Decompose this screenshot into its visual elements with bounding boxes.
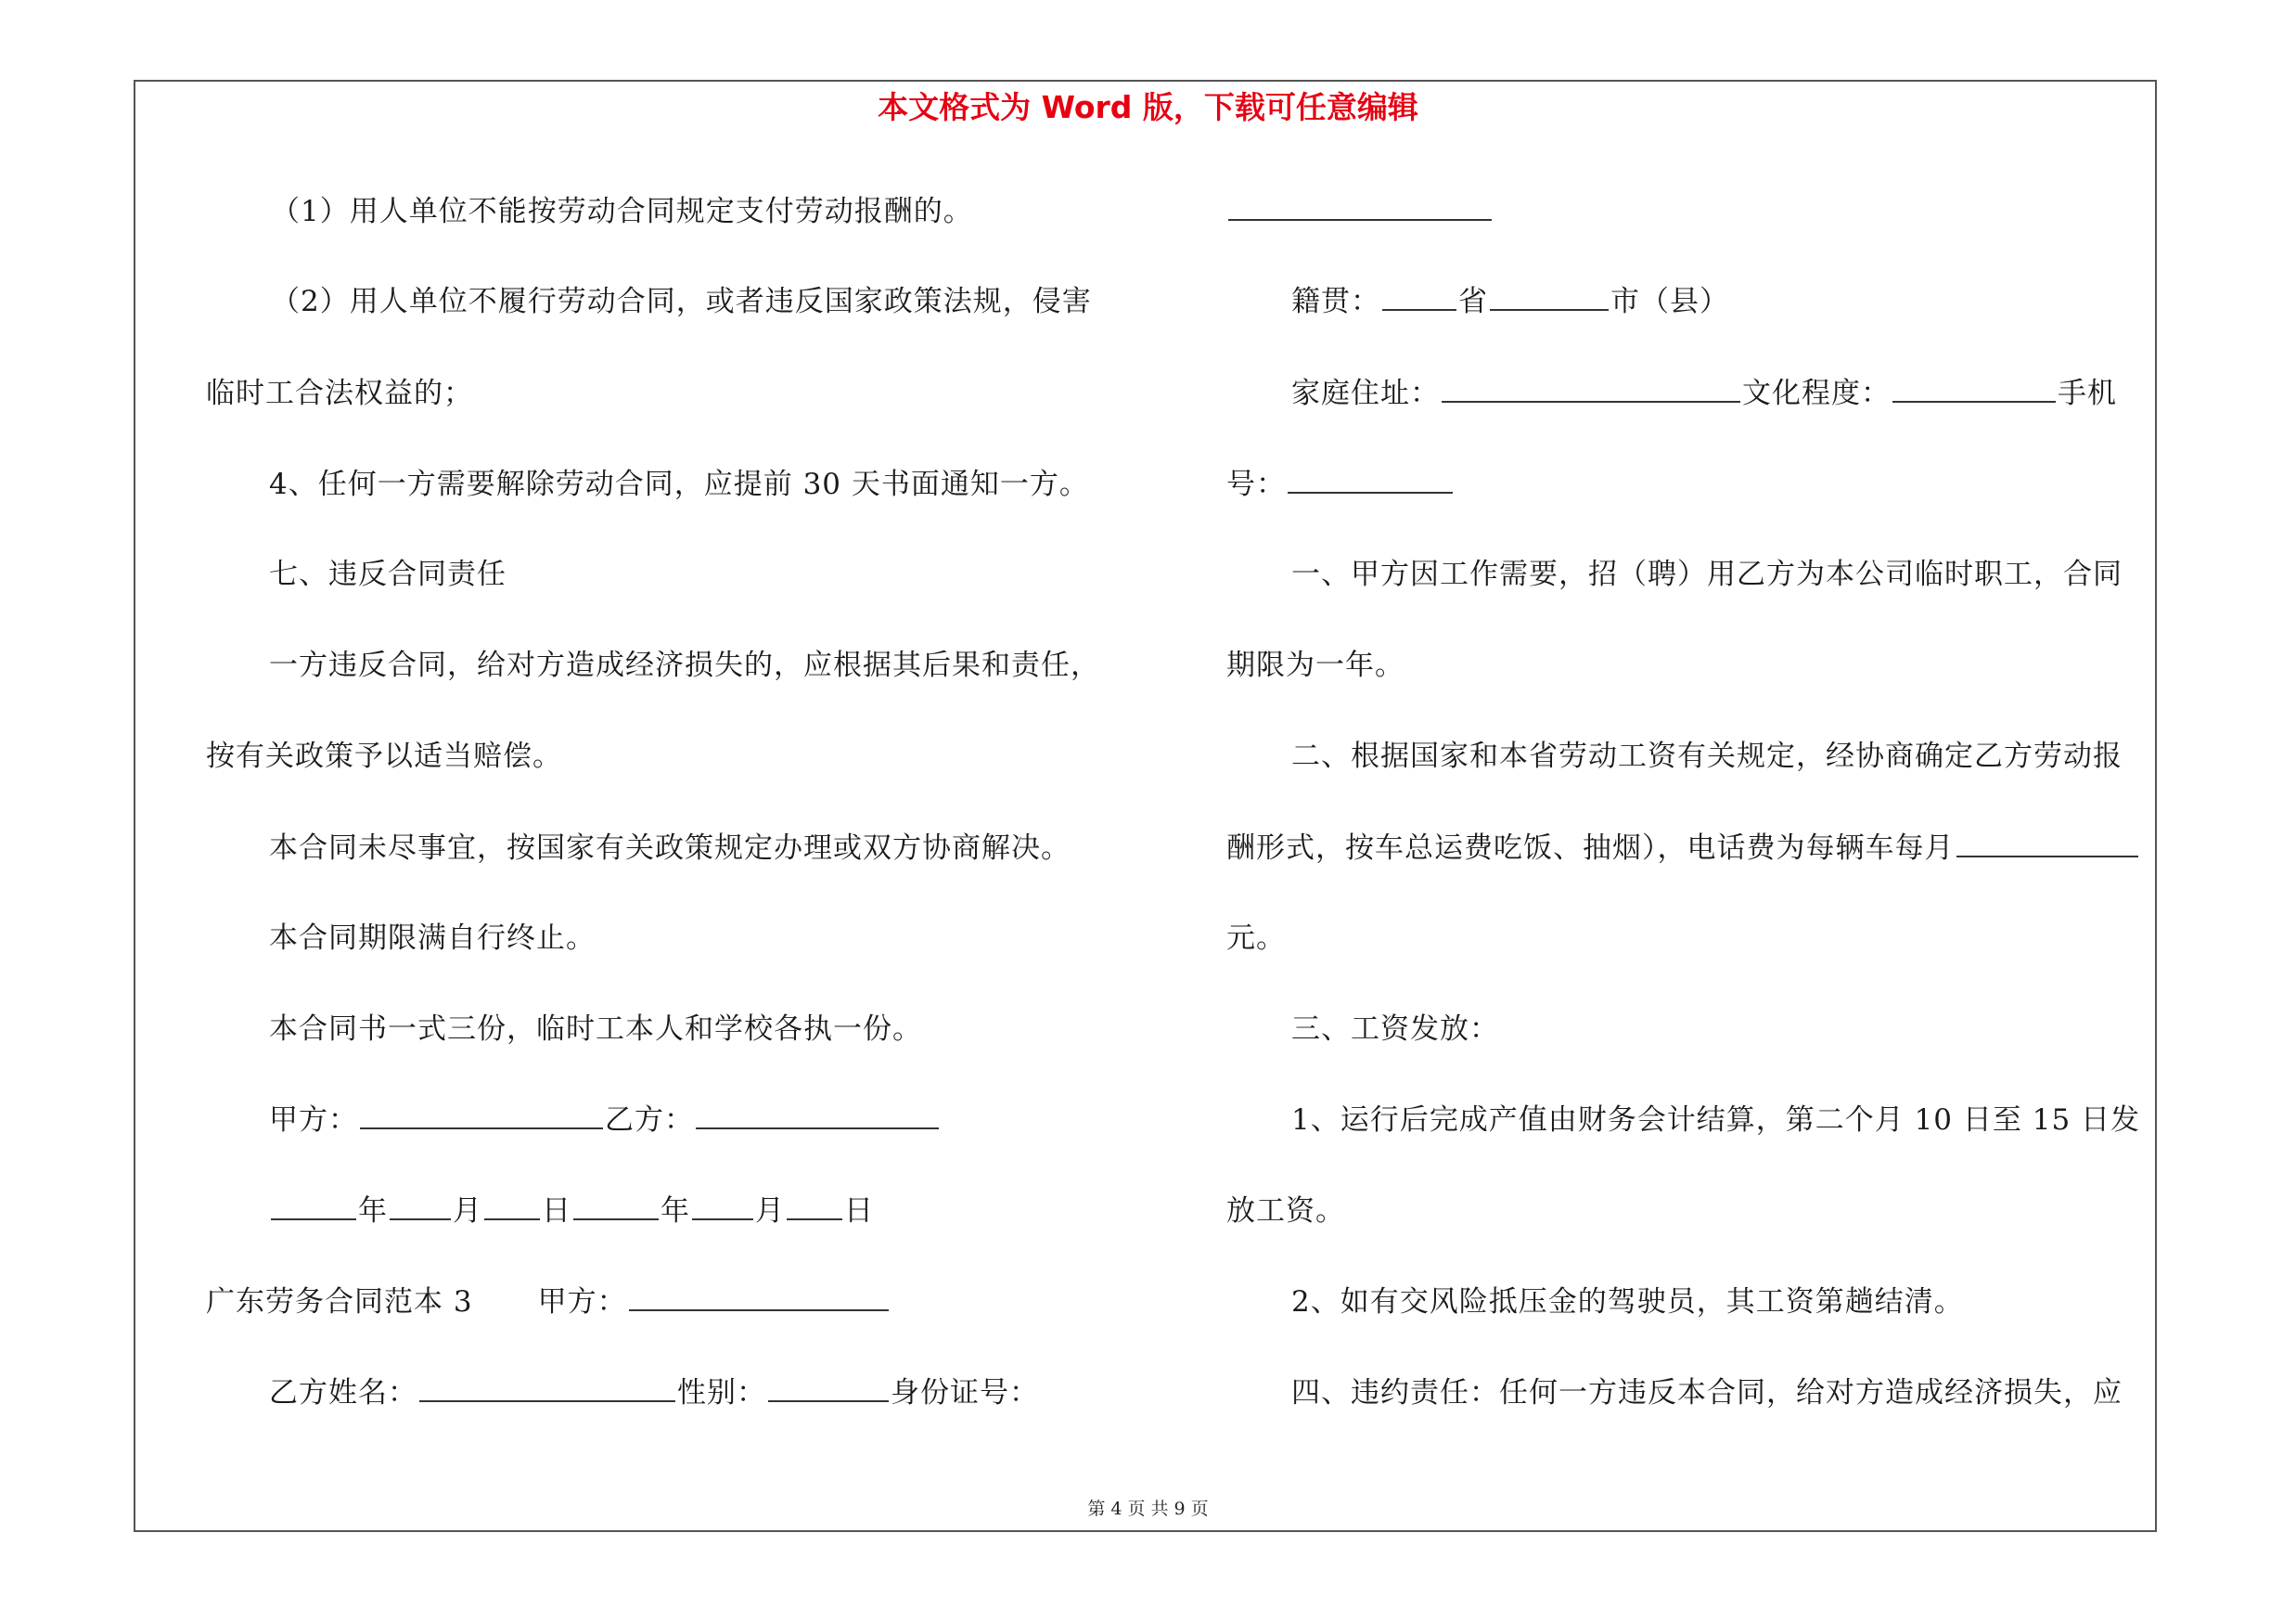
month-blank[interactable] [390, 1191, 451, 1220]
day-label: 日 [844, 1194, 874, 1228]
text-line: 按有关政策予以适当赔偿。 [206, 740, 562, 773]
origin-line [1291, 281, 1729, 322]
gender-label: 性别： [677, 1376, 766, 1410]
text-line: 期限为一年。 [1226, 649, 1405, 682]
text-line: 1、运行后完成产值由财务会计结算，第二个月 10 日至 15 日发 [1291, 1103, 2141, 1137]
day-blank[interactable] [787, 1191, 842, 1220]
text-line: 放工资。 [1226, 1194, 1345, 1228]
text-line: 临时工合法权益的； [206, 377, 473, 410]
text-line: 一方违反合同，给对方造成经济损失的，应根据其后果和责任， [269, 649, 1100, 682]
month-blank[interactable] [692, 1191, 753, 1220]
party-b-name-label: 乙方姓名： [269, 1376, 417, 1410]
page-number: 第 4 页 共 9 页 [1087, 1499, 1209, 1519]
party-b-label: 乙方： [605, 1103, 694, 1137]
section-heading: 七、违反合同责任 [269, 558, 507, 591]
party-b-blank[interactable] [696, 1100, 939, 1129]
day-blank[interactable] [484, 1191, 540, 1220]
id-number-line [1226, 191, 1494, 232]
year-blank[interactable] [573, 1191, 659, 1220]
gender-blank[interactable] [768, 1372, 889, 1402]
phone-line [1226, 464, 1455, 505]
phone-label: 手机 [2058, 377, 2117, 410]
fee-line [1226, 828, 2140, 869]
party-a-blank[interactable] [360, 1100, 603, 1129]
id-number-blank[interactable] [1228, 191, 1492, 221]
party-a-blank[interactable] [629, 1282, 889, 1311]
text-line: 本合同书一式三份，临时工本人和学校各执一份。 [269, 1012, 922, 1046]
fee-blank[interactable] [1956, 828, 2138, 857]
contract-title: 广东劳务合同范本 3 [206, 1285, 473, 1319]
address-label: 家庭住址： [1291, 377, 1440, 410]
phone-blank[interactable] [1288, 464, 1453, 494]
phone-label-cont: 号： [1226, 468, 1286, 501]
address-line [1291, 373, 2117, 414]
education-label: 文化程度： [1742, 377, 1891, 410]
origin-label: 籍贯： [1291, 285, 1380, 318]
year-blank[interactable] [271, 1191, 356, 1220]
month-label: 月 [755, 1194, 785, 1228]
editable-notice-banner: 本文格式为 Word 版，下载可任意编辑 [878, 89, 1418, 125]
name-blank[interactable] [419, 1372, 675, 1402]
date-line [269, 1191, 874, 1231]
party-a-label: 甲方： [269, 1103, 358, 1137]
info-line [269, 1372, 1039, 1413]
address-blank[interactable] [1442, 373, 1740, 403]
signature-line [269, 1100, 941, 1140]
text-line: （2）用人单位不履行劳动合同，或者违反国家政策法规，侵害 [271, 285, 1092, 318]
city-label: 市（县） [1610, 285, 1729, 318]
month-label: 月 [453, 1194, 482, 1228]
id-number-label: 身份证号： [891, 1376, 1039, 1410]
text-line: 四、违约责任：任何一方违反本合同，给对方造成经济损失，应 [1291, 1376, 2123, 1410]
text-line: （1）用人单位不能按劳动合同规定支付劳动报酬的。 [271, 195, 973, 228]
text-line: 4、任何一方需要解除劳动合同，应提前 30 天书面通知一方。 [269, 468, 1089, 501]
text-line: 二、根据国家和本省劳动工资有关规定，经协商确定乙方劳动报 [1291, 740, 2123, 773]
party-a-label: 甲方： [537, 1285, 627, 1319]
text-line: 一、甲方因工作需要，招（聘）用乙方为本公司临时职工，合同 [1291, 558, 2123, 591]
text-line: 2、如有交风险抵压金的驾驶员，其工资第趟结清。 [1291, 1285, 1964, 1319]
year-label: 年 [661, 1194, 690, 1228]
province-label: 省 [1458, 285, 1488, 318]
fee-text: 酬形式，按车总运费吃饭、抽烟），电话费为每辆车每月 [1226, 831, 1955, 865]
province-blank[interactable] [1382, 281, 1456, 311]
text-line: 本合同期限满自行终止。 [269, 921, 596, 955]
section-heading: 三、工资发放： [1291, 1012, 1499, 1046]
year-label: 年 [358, 1194, 388, 1228]
city-blank[interactable] [1490, 281, 1609, 311]
day-label: 日 [542, 1194, 571, 1228]
text-line: 本合同未尽事宜，按国家有关政策规定办理或双方协商解决。 [269, 831, 1071, 865]
text-line: 元。 [1226, 921, 1286, 955]
section-title-line [206, 1282, 891, 1322]
education-blank[interactable] [1892, 373, 2056, 403]
